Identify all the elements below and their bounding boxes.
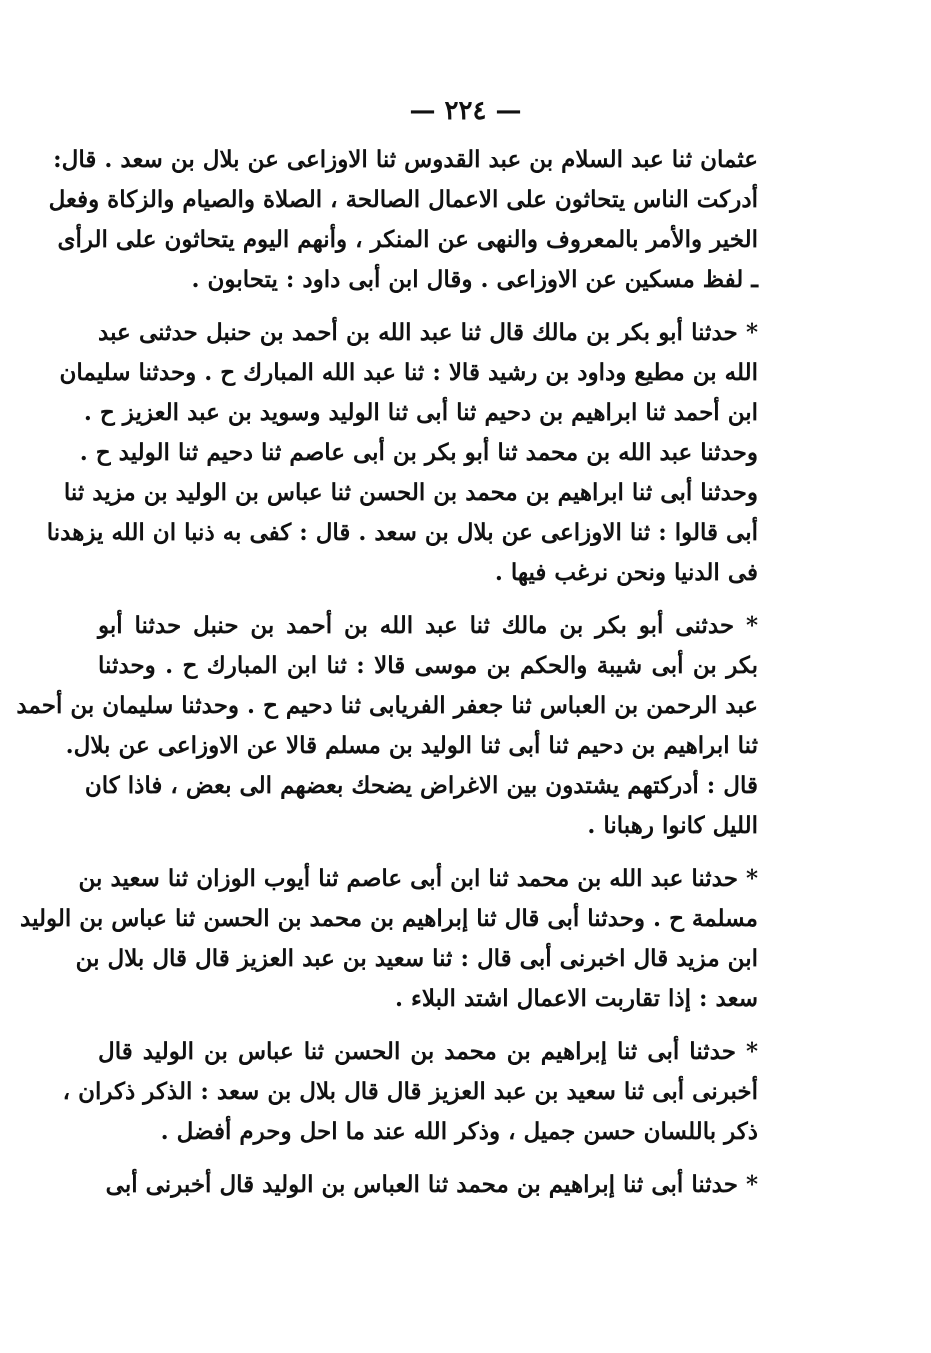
paragraph: [62, 1032, 758, 1152]
text-line: * حدثنا أبى ثنا إبراهيم بن محمد بن الحسن ثنا عباس بن الوليد قال: [98, 1038, 758, 1065]
text-line: عبد الرحمن بن العباس ثنا جعفر الفريابى ثنا دحيم ح . وحدثنا سليمان بن أحمد: [16, 692, 758, 719]
text-line: وحدثنا عبد الله بن محمد ثنا أبو بكر بن أبى عاصم ثنا دحيم ثنا الوليد ح .: [79, 439, 758, 466]
text-line: بكر بن أبى شيبة والحكم بن موسى قالا : ثنا ابن المبارك ح . وحدثنا: [98, 652, 758, 679]
text-line: ابن أحمد ثنا ابراهيم بن دحيم ثنا أبى ثنا الوليد وسويد بن عبد العزيز ح .: [83, 399, 758, 426]
text-line: الخير والأمر بالمعروف والنهى عن المنكر ، وأنهم اليوم يتحاثون على الرأى: [57, 226, 758, 253]
paragraph: [16, 606, 758, 846]
text-line: قال : أدركتهم يشتدون بين الاغراض يضحك بعضهم الى بعض ، فاذا كان: [84, 772, 758, 799]
text-line: مسلمة ح . وحدثنا أبى قال ثنا إبراهيم بن محمد بن الحسن ثنا عباس بن الوليد: [20, 905, 758, 932]
paragraph: [98, 1165, 758, 1205]
text-line: * حدثنى أبو بكر بن مالك ثنا عبد الله بن أحمد بن حنبل حدثنا أبو: [98, 612, 758, 639]
text-line: الليل كانوا رهبانا .: [587, 812, 758, 839]
paragraph: [46, 313, 758, 593]
text-line: سعد : إذا تقاربت الاعمال اشتد البلاء .: [395, 985, 758, 1012]
text-line: ابن مزيد قال اخبرنى أبى قال : ثنا سعيد بن عبد العزيز قال قال بلال بن: [75, 945, 758, 972]
text-line: أخبرنى أبى ثنا سعيد بن عبد العزيز قال قال بلال بن سعد : الذكر ذكران ،: [62, 1078, 758, 1105]
text-line: * حدثنا أبى ثنا إبراهيم بن محمد ثنا العباس بن الوليد قال أخبرنى أبى: [105, 1171, 758, 1198]
text-line: عثمان ثنا عبد السلام بن عبد القدوس ثنا الاوزاعى عن بلال بن سعد . قال:: [53, 146, 758, 173]
arabic-text-body: [16, 140, 758, 1205]
text-line: أبى قالوا : ثنا الاوزاعى عن بلال بن سعد . قال : كفى به ذنبا ان الله يزهدنا: [46, 519, 758, 546]
text-line: ـ لفظ مسكين عن الاوزاعى . وقال ابن أبى داود : يتحابون .: [191, 266, 758, 293]
page-number: — ٢٢٤ —: [409, 96, 522, 126]
text-line: ثنا ابراهيم بن دحيم ثنا أبى ثنا الوليد بن مسلم قالا عن الاوزاعى عن بلال.: [65, 732, 758, 759]
text-line: * حدثنا عبد الله بن محمد ثنا ابن أبى عاصم ثنا أيوب الوزان ثنا سعيد بن: [78, 865, 758, 892]
paragraph: [20, 859, 758, 1019]
paragraph: [48, 140, 758, 300]
text-line: ذكر باللسان حسن جميل ، وذكر الله عند ما احل وحرم أفضل .: [160, 1118, 758, 1145]
text-line: الله بن مطيع وداود بن رشيد قالا : ثنا عبد الله المبارك ح . وحدثنا سليمان: [59, 359, 758, 386]
text-line: فى الدنيا ونحن نرغب فيها .: [494, 559, 758, 586]
text-line: * حدثنا أبو بكر بن مالك قال ثنا عبد الله بن أحمد بن حنبل حدثنى عبد: [98, 319, 758, 346]
text-line: أدركت الناس يتحاثون على الاعمال الصالحة ، الصلاة والصيام والزكاة وفعل: [48, 186, 758, 213]
text-line: وحدثنا أبى ثنا ابراهيم بن محمد بن الحسن ثنا عباس بن الوليد بن مزيد ثنا: [63, 479, 758, 506]
